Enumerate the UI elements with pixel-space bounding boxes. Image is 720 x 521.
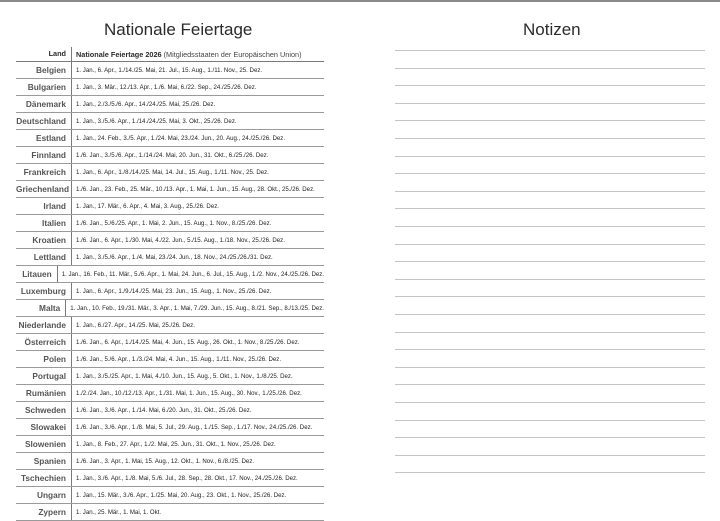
table-row <box>16 283 324 300</box>
country-name: Niederlande <box>16 317 72 333</box>
note-line <box>395 226 705 227</box>
table-row <box>16 96 324 113</box>
header-holidays-label: Nationale Feiertage 2026 <box>76 49 162 59</box>
page-title: Nationale Feiertage <box>104 20 253 39</box>
holiday-dates: 1. Jan., 3./5./6. Apr., 1./4. Mai, 23./24. Jun., 18. Nov., 24./25./26./31. Dez. <box>76 253 273 261</box>
note-line <box>395 296 705 297</box>
country-name: Deutschland <box>16 113 72 129</box>
note-line <box>395 50 705 51</box>
table-row <box>16 385 324 402</box>
holiday-dates: 1. Jan., 3./5./6. Apr., 1./14./24./25. Mai, 3. Okt., 25./26. Dez. <box>76 117 237 125</box>
holiday-dates: 1./6. Jan., 3. Apr., 1. Mai, 15. Aug., 12. Okt., 1. Nov., 6./8./25. Dez. <box>76 457 255 465</box>
holiday-dates: 1./6. Jan., 6. Apr., 1./14./25. Mai, 4. Jun., 15. Aug., 26. Okt., 1. Nov., 8./25./26. Dez. <box>76 338 300 346</box>
note-line <box>395 244 705 245</box>
holiday-dates: 1./6. Jan., 5./6./25. Apr., 1. Mai, 2. Jun., 15. Aug., 1. Nov., 8./25./26. Dez. <box>76 219 272 227</box>
country-name: Griechenland <box>16 181 72 197</box>
country-name: Estland <box>16 130 72 146</box>
table-row <box>16 300 324 317</box>
table-row <box>16 62 324 79</box>
note-line <box>395 261 705 262</box>
table-row <box>16 164 324 181</box>
holiday-dates: 1./6. Jan., 6. Apr., 1./30. Mai, 4./22. Jun., 5./15. Aug., 1./18. Nov., 25./26. Dez. <box>76 236 285 244</box>
country-name: Spanien <box>16 453 72 469</box>
table-row <box>16 198 324 215</box>
holiday-dates: 1./6. Jan., 23. Feb., 25. Mär., 10./13. Apr., 1. Mai, 1. Jun., 15. Aug., 28. Okt., 25./26. Dez. <box>76 185 315 193</box>
country-name: Slowakei <box>16 419 72 435</box>
note-line <box>395 402 705 403</box>
table-row <box>16 249 324 266</box>
country-name: Frankreich <box>16 164 72 180</box>
note-line <box>395 279 705 280</box>
holiday-dates: 1. Jan., 15. Mär., 3./6. Apr., 1./25. Mai, 20. Aug., 23. Okt., 1. Nov., 25./26. Dez. <box>76 491 287 499</box>
country-name: Tschechien <box>16 470 72 486</box>
holiday-dates: 1. Jan., 10. Feb., 19./31. Mär., 3. Apr., 1. Mai, 7./29. Jun., 15. Aug., 8./21. Sep., 8./13./25. Dez. <box>70 304 324 312</box>
note-line <box>395 332 705 333</box>
note-line <box>395 455 705 456</box>
note-line <box>395 420 705 421</box>
table-row <box>16 436 324 453</box>
country-name: Malta <box>16 300 66 316</box>
table-row <box>16 402 324 419</box>
note-line <box>395 367 705 368</box>
note-line <box>395 349 705 350</box>
table-row <box>16 147 324 164</box>
note-line <box>395 85 705 86</box>
country-name: Polen <box>16 351 72 367</box>
holiday-dates: 1. Jan., 3. Mär., 12./13. Apr., 1./6. Mai, 6./22. Sep., 24./25./26. Dez. <box>76 83 257 91</box>
country-name: Österreich <box>16 334 72 350</box>
country-name: Slowenien <box>16 436 72 452</box>
note-line <box>395 156 705 157</box>
table-row <box>16 470 324 487</box>
holiday-dates: 1./6. Jan., 3./6. Apr., 1./14. Mai, 6./20. Jun., 31. Okt., 25./26. Dez. <box>76 406 252 414</box>
table-header <box>16 47 324 62</box>
header-country: Land <box>16 47 72 61</box>
note-line <box>395 120 705 121</box>
country-name: Belgien <box>16 62 72 78</box>
table-row <box>16 351 324 368</box>
note-line <box>395 384 705 385</box>
holiday-dates: 1. Jan., 16. Feb., 11. Mär., 5./6. Apr., 1. Mai, 24. Jun., 6. Jul., 15. Aug., 1./2. Nov., 24./25./26. Dez. <box>61 270 324 278</box>
notes-title: Notizen <box>523 20 581 39</box>
note-line <box>395 138 705 139</box>
holiday-dates: 1./6. Jan., 3./5./6. Apr., 1./14./24. Mai, 20. Jun., 31. Okt., 6./25./26. Dez. <box>76 151 269 159</box>
note-line <box>395 437 705 438</box>
holiday-dates: 1. Jan., 3./5./25. Apr., 1. Mai, 4./10. Jun., 15. Aug., 5. Okt., 1. Nov., 1./8./25. Dez. <box>76 372 293 380</box>
note-line <box>395 472 705 473</box>
header-holidays-note: (Mitgliedsstaaten der Europäischen Union) <box>163 49 302 59</box>
note-line <box>395 208 705 209</box>
note-line <box>395 191 705 192</box>
holiday-dates: 1. Jan., 17. Mär., 6. Apr., 4. Mai, 3. Aug., 25./26. Dez. <box>76 202 219 210</box>
holidays-table <box>16 47 324 521</box>
table-row <box>16 130 324 147</box>
country-name: Rumänien <box>16 385 72 401</box>
country-name: Zypern <box>16 504 72 520</box>
table-row <box>16 113 324 130</box>
holiday-dates: 1. Jan., 3./6. Apr., 1./8. Mai, 5./6. Jul., 28. Sep., 28. Okt., 17. Nov., 24./25./26. Dez. <box>76 474 298 482</box>
table-row <box>16 232 324 249</box>
country-name: Dänemark <box>16 96 72 112</box>
country-name: Schweden <box>16 402 72 418</box>
header-holidays <box>72 50 302 59</box>
note-line <box>395 173 705 174</box>
country-name: Kroatien <box>16 232 72 248</box>
country-name: Italien <box>16 215 72 231</box>
holiday-dates: 1./6. Jan., 3./6. Apr., 1./8. Mai, 5. Jul., 29. Aug., 1./15. Sep., 1./17. Nov., 24./25./26. Dez. <box>76 423 313 431</box>
table-row <box>16 368 324 385</box>
table-row <box>16 453 324 470</box>
table-row <box>16 266 324 283</box>
holiday-dates: 1. Jan., 6. Apr., 1./9./14./25. Mai, 23. Jun., 15. Aug., 1. Nov., 25./26. Dez. <box>76 287 272 295</box>
country-name: Finnland <box>16 147 72 163</box>
table-row <box>16 181 324 198</box>
holiday-dates: 1. Jan., 6. Apr., 1./14./25. Mai, 21. Jul., 15. Aug., 1./11. Nov., 25. Dez. <box>76 66 263 74</box>
holiday-dates: 1./2./24. Jan., 10./12./13. Apr., 1./31. Mai, 1. Jun., 15. Aug., 30. Nov., 1./25./26. Dez. <box>76 389 302 397</box>
country-name: Ungarn <box>16 487 72 503</box>
holiday-dates: 1. Jan., 2./3./5./6. Apr., 14./24./25. Mai, 25./26. Dez. <box>76 100 216 108</box>
holiday-dates: 1. Jan., 6./27. Apr., 14./25. Mai, 25./26. Dez. <box>76 321 195 329</box>
country-name: Irland <box>16 198 72 214</box>
country-name: Bulgarien <box>16 79 72 95</box>
table-row <box>16 317 324 334</box>
note-line <box>395 314 705 315</box>
table-row <box>16 487 324 504</box>
table-body <box>16 62 324 521</box>
holiday-dates: 1. Jan., 8. Feb., 27. Apr., 1./2. Mai, 25. Jun., 31. Okt., 1. Nov., 25./26. Dez. <box>76 440 276 448</box>
country-name: Lettland <box>16 249 72 265</box>
holiday-dates: 1. Jan., 25. Mär., 1. Mai, 1. Okt. <box>76 508 162 516</box>
country-name: Litauen <box>16 266 58 282</box>
table-row <box>16 79 324 96</box>
holiday-dates: 1. Jan., 6. Apr., 1./8./14./25. Mai, 14. Jul., 15. Aug., 1./11. Nov., 25. Dez. <box>76 168 269 176</box>
note-line <box>395 103 705 104</box>
table-row <box>16 334 324 351</box>
country-name: Luxemburg <box>16 283 72 299</box>
holiday-dates: 1. Jan., 24. Feb., 3./5. Apr., 1./24. Mai, 23./24. Jun., 20. Aug., 24./25./26. Dez. <box>76 134 286 142</box>
table-row <box>16 419 324 436</box>
country-name: Portugal <box>16 368 72 384</box>
table-row <box>16 215 324 232</box>
holiday-dates: 1./6. Jan., 5./6. Apr., 1./3./24. Mai, 4. Jun., 15. Aug., 1./11. Nov., 25./26. Dez. <box>76 355 282 363</box>
note-line <box>395 68 705 69</box>
